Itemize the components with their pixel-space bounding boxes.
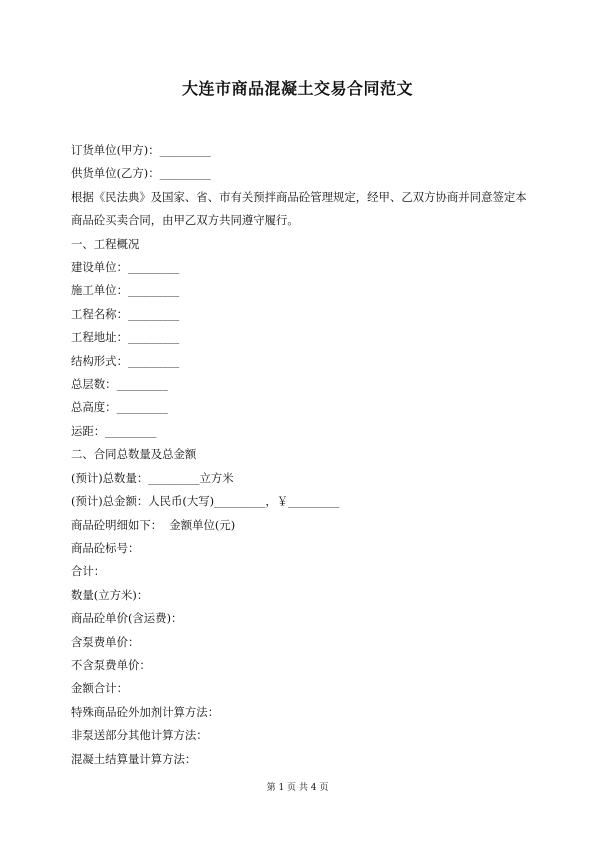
unit-price-with-transport-line: 商品砼单价(含运费)： <box>71 611 183 626</box>
project-name-line: 工程名称：_________ <box>71 306 180 321</box>
contractor-line: 施工单位：_________ <box>71 283 180 298</box>
amount-total-line: 金额合计： <box>71 681 128 696</box>
preamble-paragraph: 根据《民法典》及国家、省、市有关预拌商品砼管理规定，经甲、乙双方协商并同意签定本商品砼买卖合同，由甲乙双方共同遵守履行。 <box>71 189 527 228</box>
subtotal-line: 合计： <box>71 564 106 579</box>
structure-type-line: 结构形式：_________ <box>71 353 180 368</box>
document-title: 大连市商品混凝土交易合同范文 <box>181 79 413 98</box>
total-height-line: 总高度：_________ <box>71 400 168 415</box>
estimated-quantity-line: (预计)总数量：_________立方米 <box>71 470 234 485</box>
settlement-calc-line: 混凝土结算量计算方法： <box>71 751 197 766</box>
estimated-amount-line: (预计)总金额：人民币(大写)_________，￥_________ <box>71 494 340 509</box>
section-heading-project-overview: 一、工程概况 <box>71 236 140 251</box>
total-floors-line: 总层数：_________ <box>71 377 168 392</box>
transport-distance-line: 运距：_________ <box>71 423 157 438</box>
section-heading-quantity-amount: 二、合同总数量及总金额 <box>71 447 197 462</box>
buyer-line: 订货单位(甲方)：_________ <box>71 143 211 157</box>
supplier-line: 供货单位(乙方)：_________ <box>71 166 211 181</box>
construction-owner-line: 建设单位：_________ <box>71 260 180 275</box>
document-body <box>71 139 527 771</box>
page-number-footer: 第 1 页 共 4 页 <box>266 783 329 793</box>
pump-included-price-line: 含泵费单价： <box>71 634 140 649</box>
pump-excluded-price-line: 不含泵费单价： <box>71 657 151 672</box>
concrete-grade-line: 商品砼标号： <box>71 540 140 555</box>
admixture-calc-line: 特殊商品砼外加剂计算方法： <box>71 704 220 719</box>
non-pumped-calc-line: 非泵送部分其他计算方法： <box>71 728 208 743</box>
quantity-line: 数量(立方米)： <box>71 587 149 602</box>
concrete-details-line: 商品砼明细如下： 金额单位(元) <box>71 517 236 532</box>
project-address-line: 工程地址：_________ <box>71 330 180 345</box>
